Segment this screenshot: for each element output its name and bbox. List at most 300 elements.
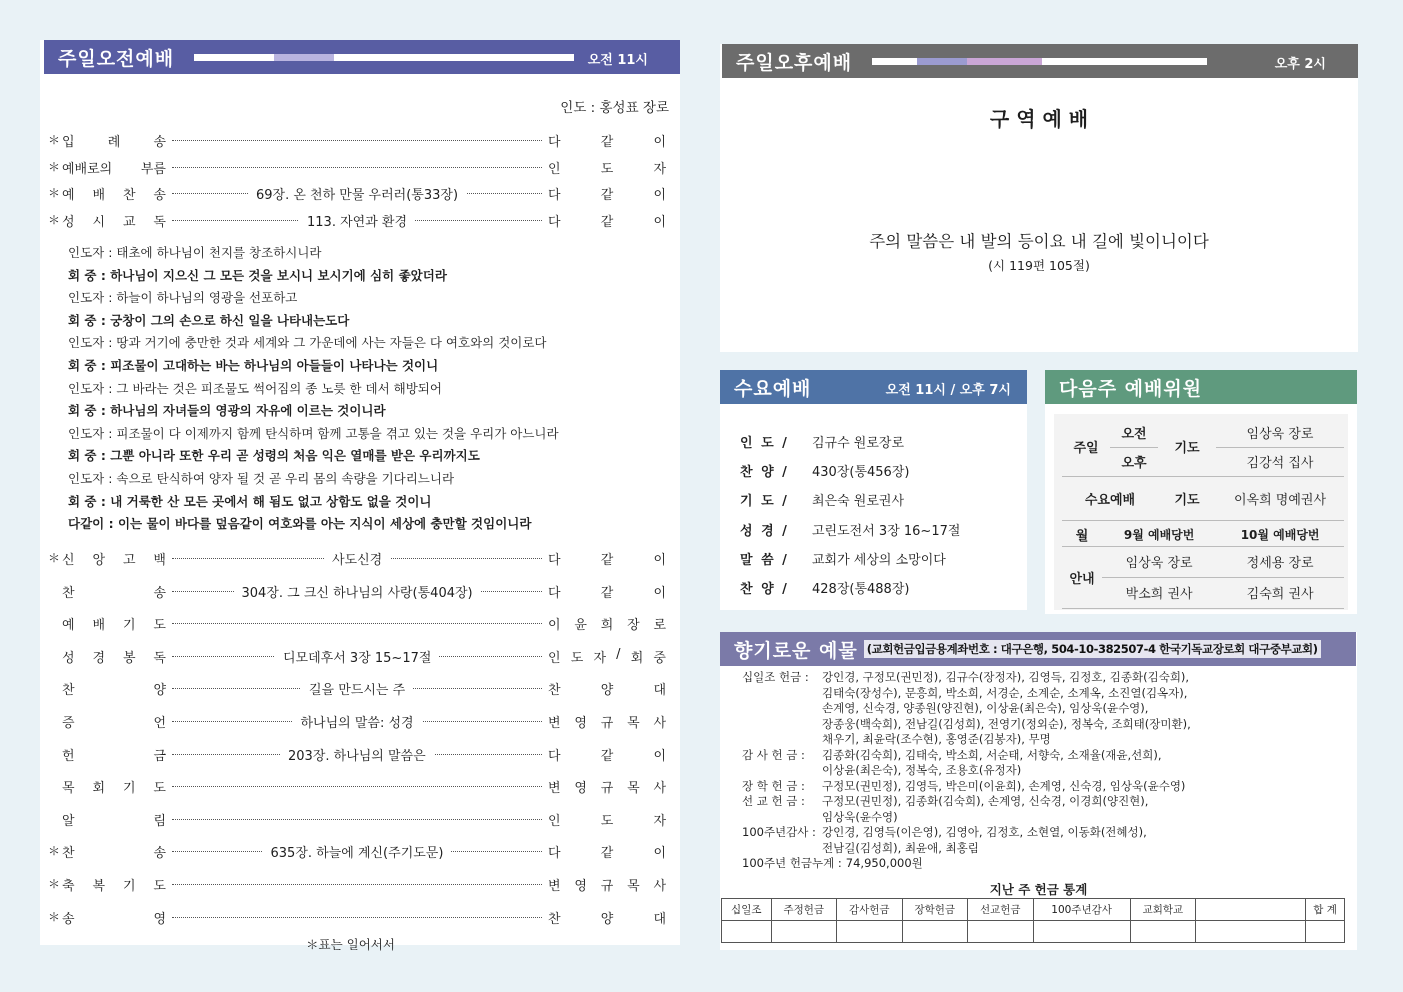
offering-line	[742, 748, 1191, 764]
litany-text: 궁창이 그의 손으로 하신 일을 나타내는도다	[110, 312, 350, 328]
offering-names: 채우기, 최윤락(조수현), 홍영준(김봉자), 무명	[822, 732, 1051, 746]
offering-line	[742, 732, 1191, 748]
order-person-char: 회	[630, 650, 644, 666]
offering-category: 감 사 헌 금 :	[742, 747, 805, 762]
litany-speaker: 회 중 :	[68, 358, 111, 373]
order-row	[48, 712, 672, 734]
order-label	[62, 131, 166, 150]
wednesday-value: 김규수 원로장로	[812, 436, 905, 451]
wednesday-title: 수요예배	[734, 377, 812, 400]
order-label-char: 송	[153, 188, 166, 203]
order-detail: 203장. 하나님의 말씀은	[280, 745, 434, 764]
standing-mark: ＊	[48, 909, 61, 924]
oct-label: 10월 예배당번	[1216, 524, 1344, 546]
order-label-char: 시	[92, 214, 106, 230]
wednesday-row	[740, 490, 904, 509]
stats-header-cell: 100주년감사	[1033, 899, 1130, 921]
order-person-char: 희	[600, 618, 614, 634]
standing-mark: ＊	[48, 186, 61, 200]
order-person-char: 사	[653, 879, 666, 894]
order-label-char: 림	[153, 813, 166, 829]
morning-header-stripe	[194, 54, 574, 61]
order-label	[62, 158, 166, 177]
order-person-char: 변	[548, 781, 561, 797]
order-label-char: 예	[62, 188, 75, 203]
litany-speaker: 인도자 :	[68, 245, 117, 260]
offering-line	[742, 779, 1191, 795]
order-label-char: 도	[153, 781, 166, 797]
offering-names: 전남길(김성희), 최윤애, 최홍림	[822, 840, 979, 855]
wednesday-value: 430장(통456장)	[812, 465, 910, 481]
offering-line	[742, 701, 1191, 717]
offering-line	[742, 794, 1191, 810]
litany-text: 그 바라는 것은 피조물도 썩어짐의 종 노릇 한 데서 해방되어	[116, 380, 442, 396]
am-person: 임상욱 장로	[1216, 418, 1344, 447]
litany-line	[68, 424, 559, 442]
order-person-char: 도	[600, 813, 614, 829]
afternoon-header	[722, 44, 1358, 78]
litany-speaker: 인도자 :	[68, 380, 117, 396]
order-person-char: 같	[600, 846, 614, 862]
offering-category	[742, 763, 822, 779]
order-person-char: 자	[653, 161, 666, 177]
morning-header	[44, 40, 680, 74]
sept-person-1: 임상욱 장로	[1102, 546, 1216, 577]
prayer-label: 기도	[1158, 418, 1216, 476]
wednesday-row	[740, 432, 904, 451]
litany-line	[68, 243, 322, 261]
offering-names: 이상윤(최은숙), 정복숙, 조용호(유정자)	[822, 763, 1022, 777]
order-label-char: 금	[153, 748, 166, 764]
stats-title: 지난 주 헌금 통계	[989, 882, 1088, 897]
order-row	[48, 582, 672, 604]
litany-line	[68, 266, 447, 284]
order-person-char: 이	[653, 846, 666, 862]
footnote: ＊표는 일어서서	[306, 937, 395, 952]
order-detail: 길을 만드시는 주	[301, 679, 413, 698]
stats-value-cell	[771, 921, 837, 943]
order-person-char: 양	[600, 911, 614, 927]
order-label-char: 독	[153, 650, 166, 666]
order-row	[48, 158, 672, 180]
order-detail: 304장. 그 크신 하나님의 사랑(통404장)	[234, 582, 481, 601]
standing-mark: ＊	[48, 877, 61, 891]
wednesday-role: 인 도 /	[740, 436, 789, 451]
stats-header-cell: 선교헌금	[968, 899, 1034, 921]
order-detail: 113. 자연과 환경	[299, 211, 415, 230]
order-label-char: 송	[62, 911, 75, 927]
order-person-char: 사	[653, 781, 666, 797]
offering-header	[720, 632, 1356, 666]
order-label	[62, 908, 166, 927]
offering-names: 손계영, 신숙경, 양종원(양진현), 이상윤(최은숙), 임상욱(윤수영),	[822, 701, 1149, 715]
wednesday-row	[740, 549, 946, 568]
offering-category	[742, 686, 822, 702]
order-label-char: 찬	[62, 846, 75, 862]
stats-header-cell: 주정헌금	[771, 899, 837, 921]
morning-leader: 인도 : 홍성표 장로	[560, 100, 669, 116]
stats-header-cell: 감사헌금	[837, 899, 903, 921]
order-label-char: 찬	[62, 585, 75, 601]
litany-line	[68, 379, 442, 397]
offering-category: 선 교 헌 금 :	[742, 794, 805, 808]
order-person-char: 찬	[548, 683, 561, 699]
leader-dots	[172, 786, 542, 787]
order-person-char: 자	[653, 813, 666, 829]
order-label	[62, 777, 166, 796]
order-person-char: 도	[600, 161, 614, 177]
offering-line	[742, 825, 1191, 841]
order-detail: 디모데후서 3장 15~17절	[275, 647, 439, 666]
offering-stats-table	[721, 898, 1345, 943]
litany-text: 태초에 하나님이 천지를 창조하시니라	[116, 245, 322, 260]
order-label-char: 증	[62, 716, 75, 731]
order-label-char: 배	[92, 188, 106, 203]
order-person-char: 인	[548, 813, 561, 829]
order-person-char: 다	[548, 585, 561, 601]
order-label-char: 경	[92, 650, 106, 666]
order-person	[548, 842, 666, 861]
order-person-char: 다	[548, 553, 561, 568]
order-person	[548, 184, 666, 203]
order-detail: 하나님의 말씀: 성경	[293, 712, 422, 731]
litany-line	[68, 514, 531, 532]
order-label	[62, 184, 166, 203]
order-person-char: 이	[653, 214, 666, 230]
offering-line	[742, 763, 1191, 779]
next-week-duty-table	[1062, 524, 1344, 609]
order-row	[48, 211, 672, 233]
order-label-char: 도	[153, 879, 166, 894]
order-label-char: 봉	[122, 650, 136, 666]
leader-dots	[172, 167, 542, 168]
order-label-char: 성	[62, 650, 75, 666]
wednesday-row	[740, 520, 960, 539]
stats-header-cell	[1196, 899, 1306, 921]
stats-value-cell	[968, 921, 1034, 943]
order-person	[548, 647, 666, 666]
order-person-char: 영	[574, 781, 587, 797]
order-label-char: 찬	[62, 683, 75, 699]
order-label-char: 예배로의	[62, 161, 113, 177]
order-person-char: 같	[600, 135, 614, 150]
wed-prayer-label: 기도	[1158, 476, 1216, 520]
litany-speaker: 회 중 :	[68, 448, 111, 464]
order-person-char: 다	[548, 846, 561, 862]
order-label-char: 헌	[62, 748, 75, 764]
wednesday-header	[720, 370, 1027, 404]
offering-category	[742, 841, 822, 857]
stats-header-cell: 십일조	[722, 899, 772, 921]
order-person-char: 이	[653, 135, 666, 150]
order-label-char: 독	[153, 214, 166, 230]
order-label-char: 신	[62, 553, 75, 568]
order-label-char: 배	[92, 618, 106, 634]
leader-dots	[172, 623, 542, 624]
order-label	[62, 810, 166, 829]
order-person-char: 사	[653, 716, 666, 731]
order-label	[62, 745, 166, 764]
order-label	[62, 842, 166, 861]
order-label	[62, 582, 166, 601]
order-label-char: 양	[153, 683, 166, 699]
order-label-char: 송	[153, 135, 166, 150]
oct-person-2: 김숙희 권사	[1216, 577, 1344, 608]
offering-category: 장 학 헌 금 :	[742, 778, 805, 793]
order-label-char: 알	[62, 813, 75, 829]
order-person	[548, 131, 666, 150]
order-person-char: 목	[627, 879, 640, 894]
wed-label: 수요예배	[1062, 476, 1158, 520]
offering-names: 김종화(김숙희), 김태숙, 박소희, 서순태, 서향숙, 소재율(재윤,선희),	[822, 747, 1162, 762]
order-person	[548, 908, 666, 927]
order-label	[62, 875, 166, 894]
order-row	[48, 549, 672, 571]
litany-text: 이는 물이 바다를 덮음같이 여호와를 아는 지식이 세상에 충만할 것임이니라	[117, 516, 532, 532]
offering-title: 향기로운 예물	[734, 639, 858, 662]
standing-mark: ＊	[48, 212, 61, 227]
litany-speaker: 다같이 :	[68, 516, 118, 532]
stats-value-cell	[1033, 921, 1130, 943]
offering-category: 십일조 헌금 :	[742, 670, 809, 684]
order-person-char: 규	[600, 879, 614, 894]
order-person-char: 목	[627, 716, 640, 731]
afternoon-time: 오후 2시	[1274, 57, 1326, 72]
sunday-label: 주일	[1062, 418, 1110, 476]
afternoon-header-stripe	[872, 58, 1207, 65]
order-row	[48, 810, 672, 832]
order-label-char: 복	[92, 879, 106, 894]
standing-mark: ＊	[48, 159, 61, 174]
order-person-char: /	[616, 646, 621, 662]
order-person-char: 이	[653, 748, 666, 764]
leader-dots	[172, 917, 542, 918]
order-person-char: 같	[600, 553, 614, 568]
sept-person-2: 박소희 권사	[1102, 577, 1216, 608]
pm-label: 오후	[1110, 447, 1158, 476]
order-row	[48, 679, 672, 701]
order-person-char: 윤	[574, 618, 587, 634]
order-label-char: 도	[153, 618, 166, 634]
oct-person-1: 정세용 장로	[1216, 546, 1344, 577]
order-person-char: 다	[548, 214, 561, 230]
litany-line	[68, 311, 349, 329]
offering-line	[742, 670, 1191, 686]
offering-line	[742, 686, 1191, 702]
wednesday-role: 기 도 /	[740, 494, 789, 510]
offering-lines	[742, 670, 1191, 872]
offering-names: 강인경, 구정모(권민정), 김규수(장정자), 김영득, 김정호, 김종화(김숙희),	[822, 670, 1190, 684]
order-label-char: 언	[153, 716, 166, 731]
litany-line	[68, 356, 438, 374]
order-person-char: 규	[600, 716, 614, 731]
wednesday-value: 교회가 세상의 소망이다	[812, 552, 946, 568]
wednesday-role: 찬 양 /	[740, 465, 789, 481]
next-week-title: 다음주 예배위원	[1059, 377, 1203, 400]
order-person	[548, 158, 666, 177]
order-label	[62, 614, 166, 633]
next-week-sunday-table	[1062, 418, 1344, 521]
standing-mark: ＊	[48, 844, 61, 859]
order-person-char: 인	[548, 161, 561, 177]
order-person-char: 이	[653, 553, 666, 568]
next-week-header	[1045, 370, 1357, 404]
litany-speaker: 인도자 :	[68, 335, 117, 351]
order-row	[48, 875, 672, 897]
morning-title: 주일오전예배	[58, 47, 175, 70]
order-label-char: 송	[153, 585, 166, 601]
litany-text: 피조물이 다 이제까지 함께 탄식하며 함께 고통을 겪고 있는 것을 우리가 아느니라	[116, 425, 559, 441]
order-person-char: 이	[653, 585, 666, 601]
offering-line	[742, 856, 1191, 872]
leader-dots	[172, 140, 542, 141]
order-row	[48, 745, 672, 767]
litany-speaker: 인도자 :	[68, 471, 117, 486]
order-person-char: 목	[627, 781, 640, 797]
order-detail: 사도신경	[324, 549, 390, 568]
order-person-char: 같	[600, 748, 614, 764]
order-person-char: 다	[548, 135, 561, 150]
order-person	[548, 745, 666, 764]
offering-names: 장종웅(백숙희), 전남길(김성희), 전영기(정외순), 정복숙, 조희태(장미환),	[822, 716, 1191, 731]
offering-category: 100주년 헌금누계 :	[742, 856, 842, 870]
order-label-char: 기	[122, 879, 136, 894]
order-label-char: 예	[62, 618, 75, 634]
order-person-char: 대	[653, 683, 666, 699]
order-person	[548, 614, 666, 633]
order-label-char: 기	[122, 781, 136, 797]
stats-header-cell: 장학헌금	[902, 899, 968, 921]
litany-line	[68, 333, 547, 351]
am-label: 오전	[1110, 418, 1158, 447]
afternoon-panel	[720, 44, 1358, 352]
wednesday-row	[740, 461, 909, 480]
offering-category	[742, 810, 822, 826]
order-person-char: 영	[574, 716, 587, 731]
order-row	[48, 908, 672, 930]
litany-text: 피조물이 고대하는 바는 하나님의 아들들이 나타나는 것이니	[110, 358, 439, 373]
order-label-char: 영	[153, 911, 166, 927]
order-label	[62, 679, 166, 698]
standing-mark: ＊	[48, 133, 61, 147]
guide-label: 안내	[1062, 546, 1102, 608]
offering-names: 구정모(권민정), 김종화(김숙희), 손계영, 신숙경, 이경희(양진현),	[822, 794, 1149, 808]
order-label-char: 고	[122, 553, 136, 568]
litany-line	[68, 288, 297, 306]
wednesday-value: 고린도전서 3장 16~17절	[812, 523, 961, 539]
order-label-char: 송	[153, 846, 166, 862]
stats-value-cell	[902, 921, 968, 943]
afternoon-verse-ref: (시 119편 105절)	[988, 258, 1090, 273]
order-person	[548, 549, 666, 568]
standing-mark: ＊	[48, 551, 61, 565]
order-person-char: 같	[600, 585, 614, 601]
order-person	[548, 679, 666, 698]
litany-text: 하늘이 하나님의 영광을 선포하고	[116, 290, 298, 306]
wednesday-role: 찬 양 /	[740, 582, 789, 597]
order-label-char: 례	[107, 135, 121, 150]
order-person	[548, 777, 666, 796]
offering-names: 임상욱(윤수영)	[822, 809, 898, 824]
leader-dots	[172, 819, 542, 820]
litany-line	[68, 469, 454, 487]
offering-line	[742, 810, 1191, 826]
offering-names: 김태숙(장성수), 문흥희, 박소희, 서경순, 소계순, 소계옥, 소진열(김옥자),	[822, 685, 1188, 700]
wednesday-role: 말 씀 /	[740, 552, 789, 568]
order-label-char: 부름	[140, 161, 166, 177]
order-row	[48, 647, 672, 669]
litany-speaker: 인도자 :	[68, 290, 117, 306]
offering-names: 74,950,000원	[845, 856, 923, 870]
order-row	[48, 184, 672, 206]
stats-value-cell	[1196, 921, 1306, 943]
wednesday-role: 성 경 /	[740, 523, 789, 539]
litany-text: 땅과 거기에 충만한 것과 세계와 그 가운데에 사는 자들은 다 여호와의 것이로다	[116, 335, 547, 351]
leader-dots	[172, 884, 542, 885]
order-person-char: 이	[548, 618, 561, 634]
order-person-char: 영	[574, 879, 587, 894]
offering-category: 100주년감사 :	[742, 825, 816, 839]
litany-speaker: 회 중 :	[68, 267, 111, 283]
order-row	[48, 614, 672, 636]
litany-line	[68, 401, 386, 419]
order-detail: 69장. 온 천하 만물 우러러(통33장)	[248, 184, 466, 203]
order-label	[62, 211, 166, 230]
offering-line	[742, 717, 1191, 733]
order-person	[548, 211, 666, 230]
order-person-char: 찬	[548, 911, 561, 927]
order-label-char: 축	[62, 879, 75, 894]
litany-text: 하나님이 지으신 그 모든 것을 보시니 보시기에 심히 좋았더라	[110, 267, 447, 283]
order-label-char: 성	[62, 214, 75, 230]
wednesday-row	[740, 578, 909, 597]
offering-names: 구정모(권민정), 김영득, 박은미(이윤희), 손계영, 신숙경, 임상욱(윤수영)	[822, 778, 1186, 793]
order-label	[62, 647, 166, 666]
litany-speaker: 회 중 :	[68, 312, 111, 328]
order-label-char: 입	[62, 135, 75, 150]
stats-value-cell	[722, 921, 772, 943]
order-person	[548, 875, 666, 894]
order-person-char: 이	[653, 188, 666, 203]
afternoon-subtitle: 구 역 예 배	[989, 107, 1089, 131]
order-detail: 635장. 하늘에 계신(주기도문)	[263, 842, 452, 861]
litany-text: 내 거룩한 산 모든 곳에서 해 됨도 없고 상함도 없을 것이니	[110, 493, 432, 509]
order-person-char: 장	[627, 618, 640, 634]
offering-line	[742, 841, 1191, 857]
litany-speaker: 회 중 :	[68, 403, 111, 419]
offering-names: 강인경, 김영득(이은영), 김영아, 김정호, 소현열, 이동화(전혜성),	[822, 825, 1147, 839]
wednesday-value: 428장(통488장)	[812, 582, 910, 597]
order-person-char: 다	[548, 748, 561, 764]
litany-text: 하나님의 자녀들의 영광의 자유에 이르는 것이니라	[110, 403, 386, 419]
litany-text: 그뿐 아니라 또한 우리 곧 성령의 처음 익은 열매를 받은 우리까지도	[110, 448, 480, 464]
offering-category	[742, 732, 822, 748]
order-person-char: 같	[600, 214, 614, 230]
stats-header-cell: 교회학교	[1130, 899, 1196, 921]
order-person-char: 다	[548, 188, 561, 203]
wed-person: 이옥희 명예권사	[1216, 476, 1344, 520]
afternoon-verse: 주의 말씀은 내 발의 등이요 내 길에 빛이니이다	[869, 232, 1209, 251]
order-person-char: 인	[548, 650, 561, 666]
order-person-char: 양	[600, 683, 614, 699]
order-person-char: 자	[593, 650, 606, 666]
order-label-char: 교	[122, 214, 136, 230]
stats-value-cell	[1130, 921, 1196, 943]
stats-value-cell	[1306, 921, 1345, 943]
litany-line	[68, 492, 431, 510]
offering-category	[742, 701, 822, 717]
order-label-char: 백	[153, 553, 166, 568]
